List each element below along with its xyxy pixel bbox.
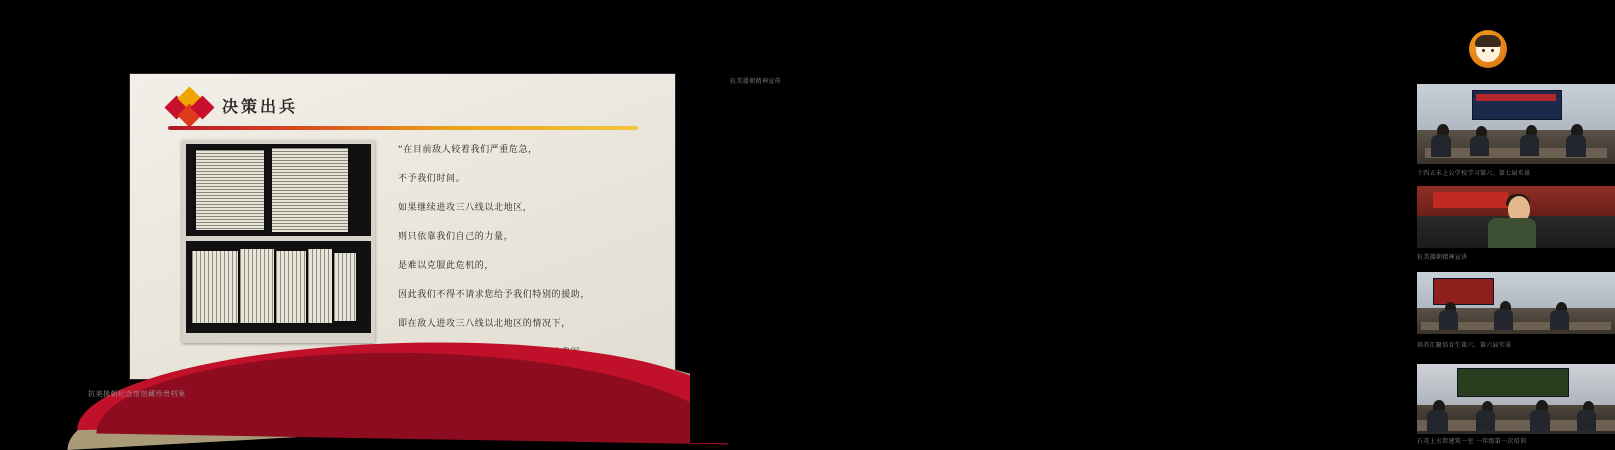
title-underline-rule [168, 126, 638, 130]
participant-tile-2-caption: 抗美援朝精神宣讲 [1417, 254, 1468, 261]
text-lines-texture [196, 150, 264, 230]
quote-line: 如果继续进攻三八线以北地区， [398, 203, 533, 213]
slide-footer-ribbon [130, 327, 675, 379]
portrait-uniform [1488, 218, 1536, 248]
presentation-slide [130, 74, 675, 379]
quote-line: 因此我们不得不请求您给予我们特别的援助， [398, 290, 591, 300]
stage-footer-caption: 抗美援朝纪念馆馆藏珍贵档案 [88, 390, 186, 398]
scene-person-body [1439, 310, 1458, 330]
scene-person-body [1494, 309, 1513, 330]
scene-person-body [1470, 136, 1489, 156]
scene-person-body [1476, 410, 1495, 431]
archive-photo-panel [182, 140, 375, 343]
avatar-eye-left [1482, 49, 1485, 52]
quote-line: 是难以克服此危机的， [398, 261, 495, 271]
participant-rail[interactable] [690, 0, 1531, 445]
document-page-5 [334, 253, 356, 321]
scene-person-body [1577, 410, 1596, 431]
slide-title: 决策出兵 [222, 97, 299, 116]
classroom-video-frame [1417, 84, 1615, 164]
text-lines-texture [334, 253, 356, 321]
portrait-red-placard [1433, 192, 1508, 208]
handwritten-letter-scan [186, 144, 371, 236]
avatar-eye-right [1491, 49, 1494, 52]
letter-page-left [196, 150, 264, 230]
document-page-3 [276, 251, 306, 323]
participant-tile-3-caption: 培养汇聚培育生第六、第六届实景 [1417, 342, 1512, 349]
text-lines-texture [240, 249, 274, 323]
self-avatar[interactable] [1469, 30, 1507, 68]
participant-tile-4[interactable] [1417, 364, 1615, 434]
quote-line: 即在敌人进攻三八线以北地区的情况下， [398, 319, 571, 329]
scene-person-body [1530, 410, 1550, 432]
scene-person-body [1520, 135, 1539, 156]
avatar-hair [1475, 35, 1501, 47]
shared-screen-stage[interactable] [0, 0, 690, 443]
quote-line: “在目前敌人较着我们严重危急， [398, 145, 538, 155]
scene-person-body [1566, 135, 1586, 157]
participant-tile-4-caption: 石英上水管建筑一室 一年级第一次培训 [1417, 438, 1527, 445]
classroom-video-frame [1417, 272, 1615, 334]
document-pages-scan [186, 241, 371, 333]
quote-line: 则只依靠我们自己的力量， [398, 232, 514, 242]
document-page-4 [308, 249, 332, 323]
document-page-1 [192, 251, 238, 323]
document-page-2 [240, 249, 274, 323]
scene-display-panel [1433, 278, 1494, 305]
four-diamond-logo [168, 90, 214, 124]
quote-line: 不予我们时间。 [398, 174, 466, 184]
participant-tile-3[interactable] [1417, 272, 1615, 334]
text-lines-texture [192, 251, 238, 323]
participant-tile-2[interactable] [1417, 186, 1615, 248]
scene-person-body [1427, 410, 1448, 432]
scene-projector-screen [1457, 368, 1570, 397]
letter-page-right [272, 148, 348, 232]
classroom-video-frame [1417, 364, 1615, 434]
scene-person-body [1431, 135, 1451, 157]
scene-red-banner [1476, 94, 1555, 101]
text-lines-texture [308, 249, 332, 323]
text-lines-texture [276, 251, 306, 323]
participant-tile-1[interactable] [1417, 84, 1615, 164]
rail-section-label: 抗美援朝精神宣传 [730, 78, 782, 85]
text-lines-texture [272, 148, 348, 232]
participant-tile-1-caption: 十四五末上公学校学习第六、第七届实景 [1417, 170, 1531, 177]
scene-person-body [1550, 310, 1569, 330]
